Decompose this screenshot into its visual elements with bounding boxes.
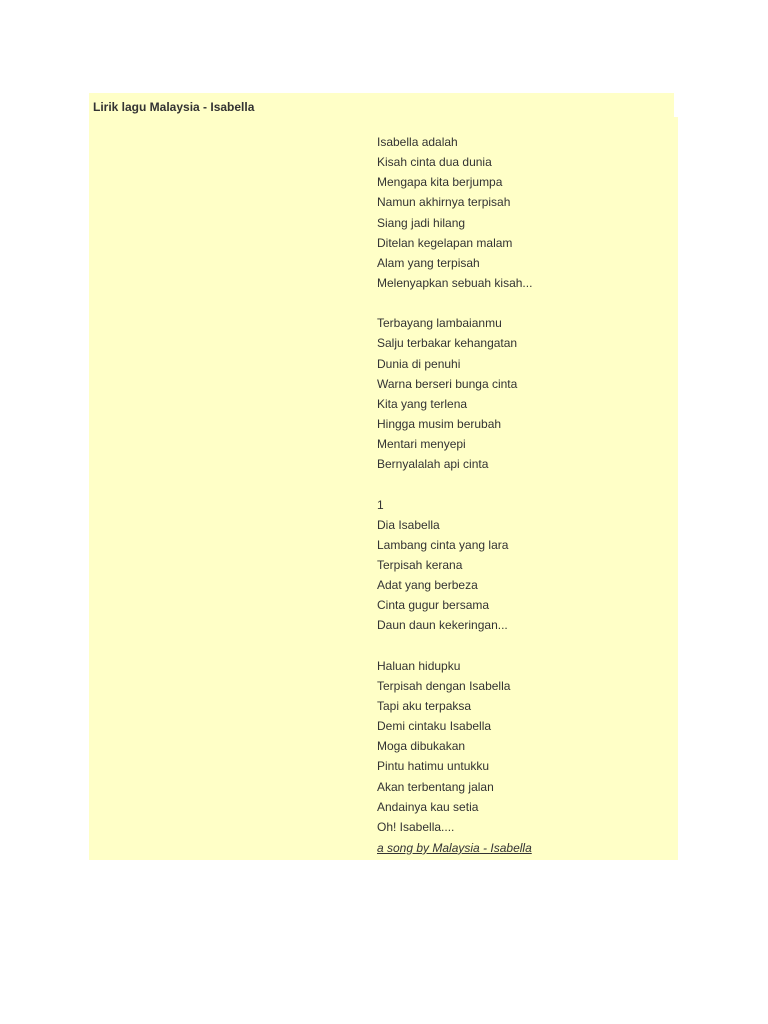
title-bar: [89, 93, 674, 117]
lyric-line: Alam yang terpisah: [377, 255, 480, 270]
lyric-line: Terpisah kerana: [377, 557, 463, 572]
lyric-line: Kita yang terlena: [377, 396, 468, 411]
lyric-line: Terbayang lambaianmu: [377, 316, 502, 331]
song-credit-link[interactable]: a song by Malaysia - Isabella: [377, 840, 532, 855]
stanza-4: [377, 656, 667, 837]
page-title: Lirik lagu Malaysia - Isabella: [93, 100, 255, 114]
lyric-line: Kisah cinta dua dunia: [377, 155, 492, 170]
lyric-line: Isabella adalah: [377, 135, 458, 149]
lyric-line: Haluan hidupku: [377, 658, 461, 673]
stanza-3: [377, 495, 667, 636]
lyric-line: Warna berseri bunga cinta: [377, 376, 518, 391]
lyric-line: Melenyapkan sebuah kisah...: [377, 275, 533, 290]
stanza-gap: [377, 636, 667, 656]
lyrics-column: [377, 132, 667, 857]
stanza-1: [377, 132, 667, 293]
lyrics-box: [89, 117, 678, 860]
stanza-2: [377, 313, 667, 474]
lyric-line: Adat yang berbeza: [377, 578, 478, 593]
lyric-line: Mentari menyepi: [377, 437, 466, 452]
lyric-line: Lambang cinta yang lara: [377, 537, 509, 552]
stanza-gap: [377, 474, 667, 494]
lyric-line: Namun akhirnya terpisah: [377, 195, 511, 210]
lyric-line: Demi cintaku Isabella: [377, 719, 492, 734]
lyric-line: Terpisah dengan Isabella: [377, 678, 511, 693]
lyric-line: Tapi aku terpaksa: [377, 698, 472, 713]
lyric-line: Dunia di penuhi: [377, 356, 461, 371]
lyric-line: Mengapa kita berjumpa: [377, 175, 503, 190]
lyric-line: Akan terbentang jalan: [377, 779, 494, 794]
lyric-line: Bernyalalah api cinta: [377, 457, 489, 472]
lyric-line: Daun daun kekeringan...: [377, 618, 508, 633]
lyric-line: Andainya kau setia: [377, 799, 479, 814]
lyric-line: Hingga musim berubah: [377, 416, 502, 431]
lyric-line: Cinta gugur bersama: [377, 598, 490, 613]
lyric-line: 1: [377, 497, 384, 512]
lyric-line: Dia Isabella: [377, 517, 440, 532]
lyric-line: Ditelan kegelapan malam: [377, 235, 513, 250]
lyric-line: Pintu hatimu untukku: [377, 759, 490, 774]
lyric-line: Salju terbakar kehangatan: [377, 336, 518, 351]
lyric-line: Moga dibukakan: [377, 739, 466, 754]
lyric-line: Oh! Isabella....: [377, 819, 455, 834]
stanza-gap: [377, 293, 667, 313]
lyric-line: Siang jadi hilang: [377, 215, 466, 230]
